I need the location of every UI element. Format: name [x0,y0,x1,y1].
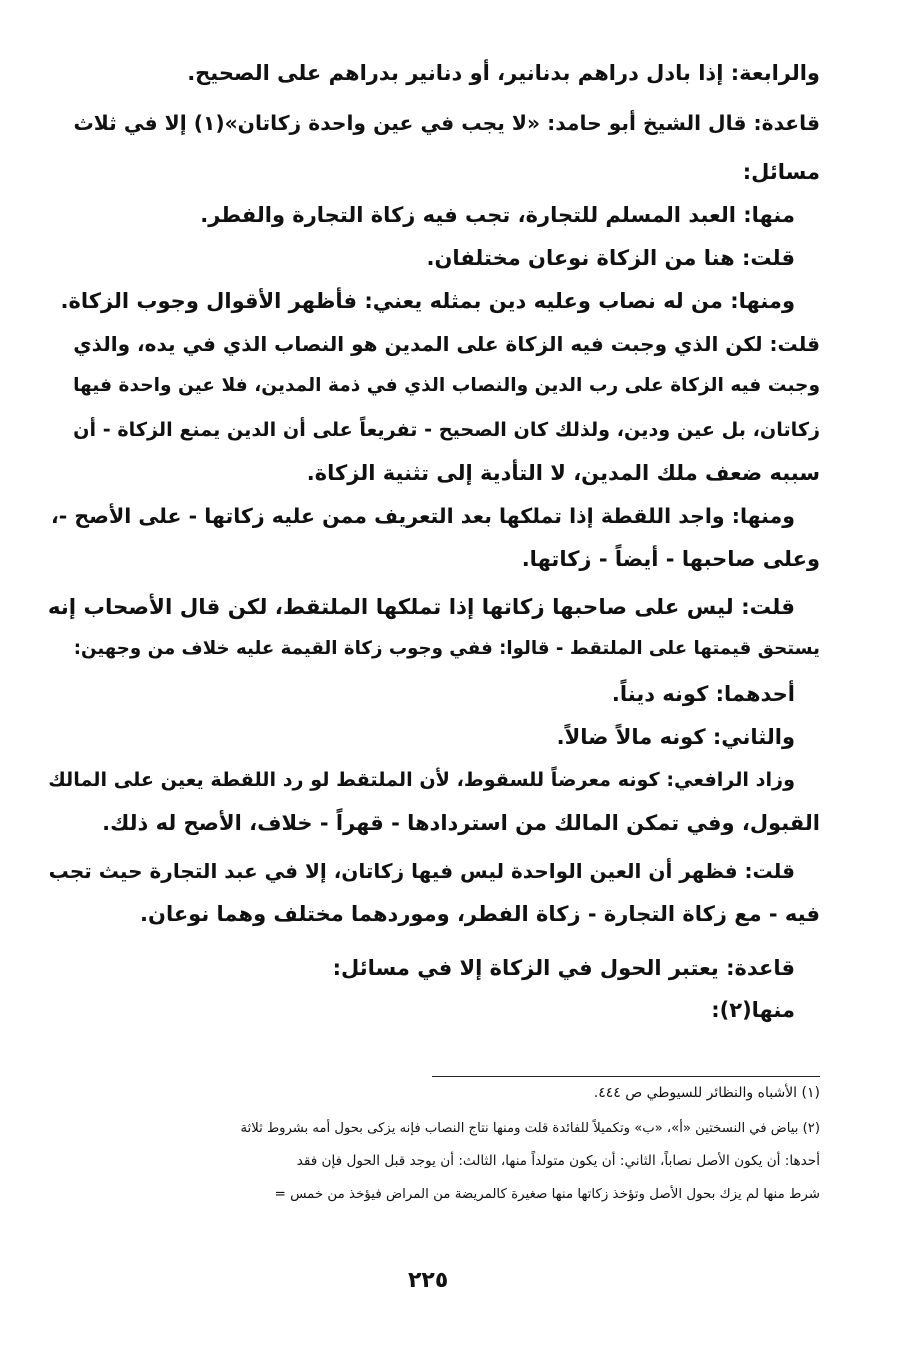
body-line: والرابعة: إذا بادل دراهم بدنانير، أو دنانير بدراهم على الصحيح. [187,61,820,85]
footnote-separator [432,1076,820,1077]
footnote-line: شرط منها لم يزك بحول الأصل وتؤخذ زكاتها منها صغيرة كالمريضة من المراض فيؤخذ من خمس = [274,1187,820,1202]
body-line: وعلى صاحبها - أيضاً - زكاتها. [521,547,820,571]
body-line: قاعدة: قال الشيخ أبو حامد: «لا يجب في عين واحدة زكاتان»(١) إلا في ثلاث [73,111,820,135]
body-line: قاعدة: يعتبر الحول في الزكاة إلا في مسائل: [332,956,795,980]
body-line: زكاتان، بل عين ودين، ولذلك كان الصحيح - تفريعاً على أن الدين يمنع الزكاة - أن [73,418,820,441]
body-line: مسائل: [742,160,820,184]
body-line: قلت: فظهر أن العين الواحدة ليس فيها زكاتان، إلا في عبد التجارة حيث تجب [48,859,795,883]
body-line: منها: العبد المسلم للتجارة، تجب فيه زكاة التجارة والفطر. [200,203,795,227]
body-line: قلت: هنا من الزكاة نوعان مختلفان. [426,246,795,270]
body-line: قلت: ليس على صاحبها زكاتها إذا تملكها الملتقط، لكن قال الأصحاب إنه [47,595,795,620]
body-line: ومنها: من له نصاب وعليه دين بمثله يعني: فأظهر الأقوال وجوب الزكاة. [60,289,795,313]
body-line: القبول، وفي تمكن المالك من استردادها - قهراً - خلاف، الأصح له ذلك. [102,811,820,835]
body-line: فيه - مع زكاة التجارة - زكاة الفطر، وموردهما مختلف وهما نوعان. [140,902,820,926]
body-line: وجبت فيه الزكاة على رب الدين والنصاب الذي في ذمة المدين، فلا عين واحدة فيها [73,375,820,396]
footnote-line: (١) الأشباه والنظائر للسيوطي ص ٤٤٤. [593,1085,820,1101]
body-line: يستحق قيمتها على الملتقط - قالوا: ففي وجوب زكاة القيمة عليه خلاف من وجهين: [73,638,820,659]
footnote-line: (٢) بياض في النسختين «أ»، «ب» وتكميلاً للفائدة قلت ومنها نتاج النصاب فإنه يزكى بحول أمه بشروط ثلاثة [240,1121,820,1136]
body-line: والثاني: كونه مالاً ضالاً. [556,725,795,749]
body-line: منها(٢): [711,998,795,1022]
body-line: وزاد الرافعي: كونه معرضاً للسقوط، لأن الملتقط لو رد اللقطة يعين على المالك [48,768,795,791]
page-number: ٢٢٥ [408,1268,449,1293]
body-line: ومنها: واجد اللقطة إذا تملكها بعد التعريف ممن عليه زكاتها - على الأصح -، [50,504,795,528]
body-line: سببه ضعف ملك المدين، لا التأدية إلى تثنية الزكاة. [306,461,820,485]
body-line: قلت: لكن الذي وجبت فيه الزكاة على المدين هو النصاب الذي في يده، والذي [73,332,820,356]
body-line: أحدهما: كونه ديناً. [611,682,795,706]
footnote-line: أحدها: أن يكون الأصل نصاباً، الثاني: أن يكون متولداً منها، الثالث: أن يوجد قبل الحول فإن فقد [296,1153,820,1169]
